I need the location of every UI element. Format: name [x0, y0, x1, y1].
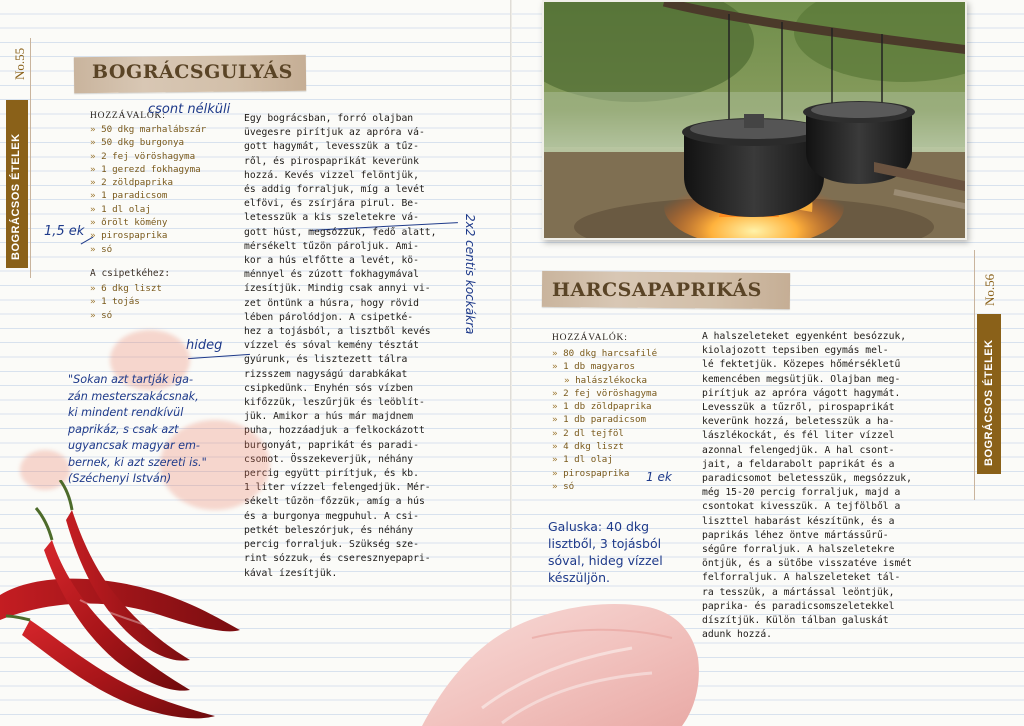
ingredient-item: » 1 dl olaj: [90, 203, 206, 216]
ingredient-item: » 4 dkg liszt: [552, 440, 657, 453]
quote-block: "Sokan azt tartják iga- zán mesterszakácsnak, ki mindent rendkívül paprikáz, s csak azt ugyancsak magyar em- bernek, ki azt szereti is." (Széchenyi István): [68, 373, 207, 485]
recipe-title-right: HARCSAPAPRIKÁS: [552, 279, 762, 301]
side-rule-right: [974, 250, 975, 500]
recipe-body-left: Egy bográcsban, forró olajban üvegesre pirítjuk az apróra vá- gott hagymát, levesszük a tűz- ről, és pirospaprikát keverünk hozzá. Kevés vizzel felöntjük, és addig forraljuk, míg a levét elfövi, és zsírjára pirul. Be- letesszük a kis szeletekre vá- gott húst, megsózzuk, fedő alatt, mérsékelt tűzön pároljuk. Ami- kor a hús elfőtte a levét, kö- ménnyel és zúzott fokhagymával ízesítjük. Mindig csak annyi vi- zet öntünk a húsra, hogy rövid lében párolódjon. A csipetké- hez a tojásból, a lisztből kevés vízzel és sóval kemény tésztát gyúrunk, és lisztezett tálra rizsszem nagyságú darabkákat csipkedünk. Enyhén sós vízben kifőzzük, leszűrjük és leöblít- jük. Amikor a hús már majdnem puha, hozzáadjuk a felkockázott burgonyát, paprikát és paradi- csomot. Összekeverjük, néhány percig együtt pirítjuk, és kb. 1 liter vízzel felengedjük. Mér- sékelt tűzön főzzük, amíg a hús és a burgonya megpuhul. A csi- petkét beleszórjuk, és néhány percig forraljuk. Szükség sze- rint sózzuk, és cseresznyepapri- kával ízesítjük.: [244, 113, 437, 579]
ingredient-item: » 1 db magyaros: [552, 360, 657, 373]
ingredient-item: » 80 dkg harcsafilé: [552, 347, 657, 360]
ingredients-label-left: HOZZÁVALÓK:: [90, 111, 166, 121]
campfire-photo: [542, 0, 967, 240]
ingredient-item: » pirospaprika: [552, 467, 657, 480]
ingredient-item: » só: [90, 309, 162, 322]
ingredients-label-right: HOZZÁVALÓK:: [552, 333, 628, 343]
ingredient-item: » 1 paradicsom: [90, 189, 206, 202]
ingredient-item: » 2 dl tejföl: [552, 427, 657, 440]
side-tab-label: BOGRÁCSOS ÉTELEK: [10, 133, 22, 260]
ingredient-item: » pirospaprika: [90, 229, 206, 242]
ingredient-item: » só: [552, 480, 657, 493]
ingredient-item: » 2 zöldpaprika: [90, 176, 206, 189]
ingredient-item: » 1 db paradicsom: [552, 413, 657, 426]
fish-fillet-image: [412, 598, 702, 726]
ingredient-item: » 6 dkg liszt: [90, 282, 162, 295]
note-hideg-line: [188, 354, 250, 360]
ingredient-item: » 1 gerezd fokhagyma: [90, 163, 206, 176]
ingredient-item: » 2 fej vöröshagyma: [90, 150, 206, 163]
side-tab-right: [977, 314, 1001, 474]
ingredient-item: » só: [90, 243, 206, 256]
page-number-right: No.56: [982, 273, 997, 306]
side-rule-left: [30, 38, 31, 278]
ingredient-item: » őrölt kömény: [90, 216, 206, 229]
recipe-title-left: BOGRÁCSGULYÁS: [92, 61, 293, 83]
ingredients-list-left: [90, 123, 206, 256]
dumpling-label: A csipetkéhez:: [90, 268, 171, 279]
ingredient-item: » 1 dl olaj: [552, 453, 657, 466]
dumpling-ingredients: [90, 282, 162, 322]
side-tab-label: BOGRÁCSOS ÉTELEK: [983, 339, 995, 466]
note-galuska: Galuska: 40 dkg lisztből, 3 tojásból sóval, hideg vízzel készüljön.: [548, 519, 663, 585]
chili-peppers-image: [0, 480, 250, 726]
ingredients-list-right: [552, 347, 657, 493]
ingredient-item: » 1 tojás: [90, 295, 162, 308]
ingredient-item: » 1 db zöldpaprika: [552, 400, 657, 413]
recipe-body-right: A halszeleteket egyenként besózzuk, kiolajozott tepsiben egymás mel- lé fektetjük. Közepes hőmérsékletű kemencében megsütjük. Olajban meg- pirítjuk az apróra vágott hagymát. Levesszük a tűzről, pirospaprikát keverünk hozzá, beletesszük a ha- lászlékockát, és fél liter vízzel azonnal felengedjük. A hal csont- jait, a feldarabolt paprikát és a paradicsomot beletesszük, megsózzuk, még 15-20 percig forraljuk, majd a csontokat kivesszük. A tejfölből a liszttel habarást készítünk, és a paprikás léhez öntve mártássűrű- ségűre forraljuk. A halszeletekre öntjük, és a sütőbe visszatéve ismét felforraljuk. A halszeleteket tál- ra tesszük, a mártással leöntjük, paprika- és paradicsomszeletekkel díszítjük. Külön tálban galuskát adunk hozzá.: [702, 331, 912, 641]
ingredient-item: » halászlékocka: [552, 374, 657, 387]
note-ek: 1,5 ek: [44, 224, 85, 239]
note-cube: 2x2 centis kockákra: [463, 214, 477, 335]
ingredient-item: » 50 dkg burgonya: [90, 136, 206, 149]
note-hideg: hideg: [186, 338, 223, 353]
campfire-scene-image: [544, 2, 967, 240]
side-tab-left: [6, 100, 28, 268]
ingredient-item: » 2 fej vöröshagyma: [552, 387, 657, 400]
page-number-left: No.55: [12, 47, 27, 80]
ingredient-item: » 50 dkg marhalábszár: [90, 123, 206, 136]
note-ek-right: 1 ek: [646, 470, 672, 484]
note-csont: csont nélküli: [148, 102, 231, 117]
